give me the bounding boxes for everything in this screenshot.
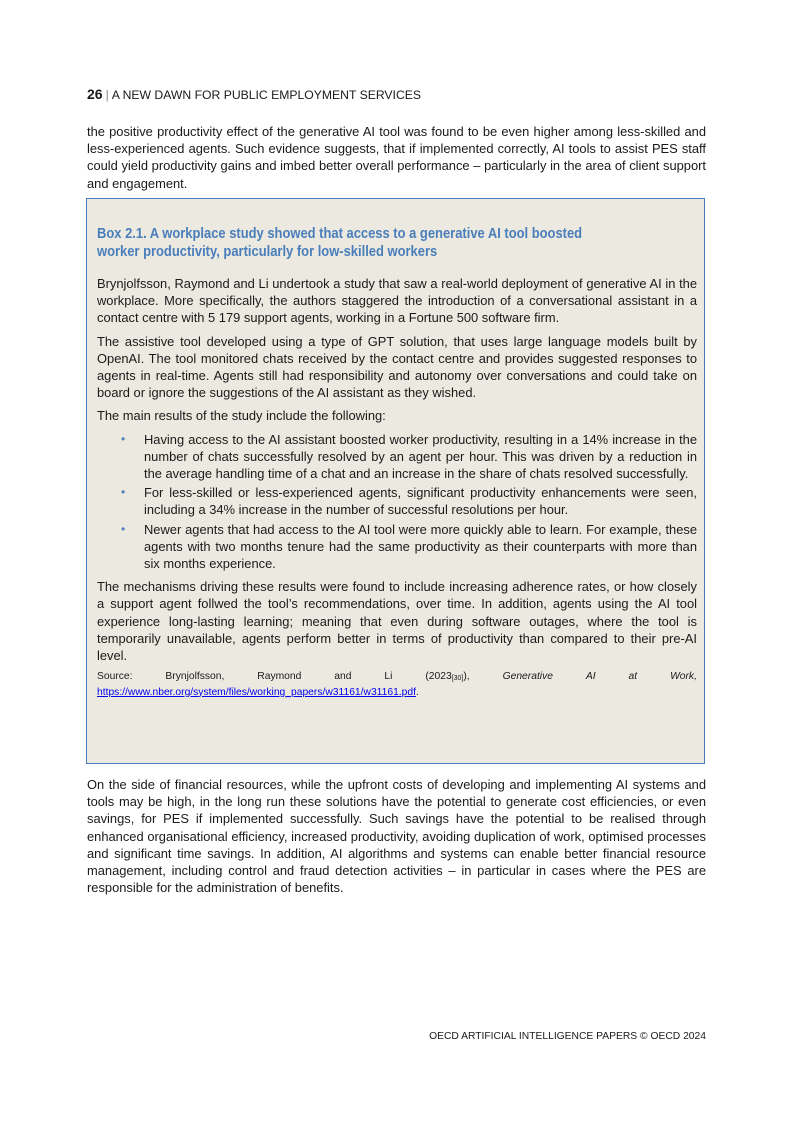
intro-paragraph: the positive productivity effect of the generative AI tool was found to be even higher among less-skilled and less-experienced agents. Such evidence suggests, that if implemented correctly, AI tools to assist PES staff could yield productivity gains and imbed better overall performance – particularly in the area of client support and engagement.	[87, 124, 706, 191]
list-item: • For less-skilled or less-experienced agents, significant productivity enhancements were seen, including a 34% increase in the number of successful resolutions per hour.	[121, 485, 697, 518]
source-year: $(2023_{[30]})$,	[425, 671, 470, 683]
running-footer: OECD ARTIFICIAL INTELLIGENCE PAPERS © OECD 2024	[429, 1031, 706, 1042]
running-header	[87, 86, 421, 102]
box-2-1	[86, 198, 705, 764]
source-url-link[interactable]: https://www.nber.org/system/files/working_papers/w31161/w31161.pdf	[97, 686, 416, 698]
box-paragraph: The main results of the study include the following:	[97, 408, 386, 424]
header-separator: |	[105, 88, 109, 102]
list-item: • Having access to the AI assistant boosted worker productivity, resulting in a 14% increase in the number of chats successfully resolved by an agent per hour. This was driven by a reduction in the average handling time of a chat and an increase in the share of chats resolved successfully.	[121, 431, 697, 482]
results-list	[97, 431, 697, 573]
reference-link[interactable]: [30]	[451, 675, 464, 683]
box-paragraph: The assistive tool developed using a type of GPT solution, that uses large language models built by OpenAI. The tool monitored chats received by the contact centre and provides suggested responses to agents in real-time. Agents still had responsibility and autonomy over conversations and could take on board or ignore the suggestions of the AI assistant as they wished.	[97, 333, 697, 401]
source-note: Source: Brynjolfsson, Raymond and Li $(2023_{[30]})$, Generative AI at Work, https://www.nber.org/system/files/working_papers/w31161/w31161.pdf.	[97, 671, 697, 698]
source-label: Source:	[97, 671, 133, 683]
list-item: • Newer agents that had access to the AI tool were more quickly able to learn. For example, these agents with two months tenure had the same productivity as their counterparts with more than six months experience.	[121, 521, 697, 572]
bullet-icon: •	[121, 431, 126, 446]
box-body	[97, 275, 697, 699]
box-closing-paragraph: The mechanisms driving these results were found to include increasing adherence rates, or how closely a support agent follwed the tool’s recommendations, over time. In addition, agents using the AI tool experience long-lasting learning; meaning that even during software outages, where the tool is temporarily unavailable, agents perform better in terms of productivity than compared to their pre-AI level.	[97, 579, 697, 664]
box-paragraph: Brynjolfsson, Raymond and Li undertook a study that saw a real-world deployment of generative AI in the workplace. More specifically, the authors staggered the introduction of a conversational assistant in a contact centre with 5 179 support agents, working in a Fortune 500 software firm.	[97, 276, 697, 326]
running-title: A NEW DAWN FOR PUBLIC EMPLOYMENT SERVICES	[111, 88, 422, 102]
body-paragraph: On the side of financial resources, while the upfront costs of developing and implementing AI systems and tools may be high, in the long run these solutions have the potential to generate cost efficiencies, or even savings, for PES if implemented successfully. Such savings have the potential to be realised through enhanced organisational efficiency, increased productivity, avoiding duplication of work, optimised processes and significant time savings. In addition, AI algorithms and systems can enable better financial resource management, including control and fraud detection activities – in particular in cases where the PES are responsible for the administration of benefits.	[87, 777, 706, 896]
bullet-icon: •	[121, 485, 126, 500]
bullet-icon: •	[121, 521, 126, 536]
page-number: 26	[87, 86, 103, 102]
box-title: Box 2.1. A workplace study showed that access to a generative AI tool boosted worker productivity, particularly for low-skilled workers	[97, 226, 583, 261]
